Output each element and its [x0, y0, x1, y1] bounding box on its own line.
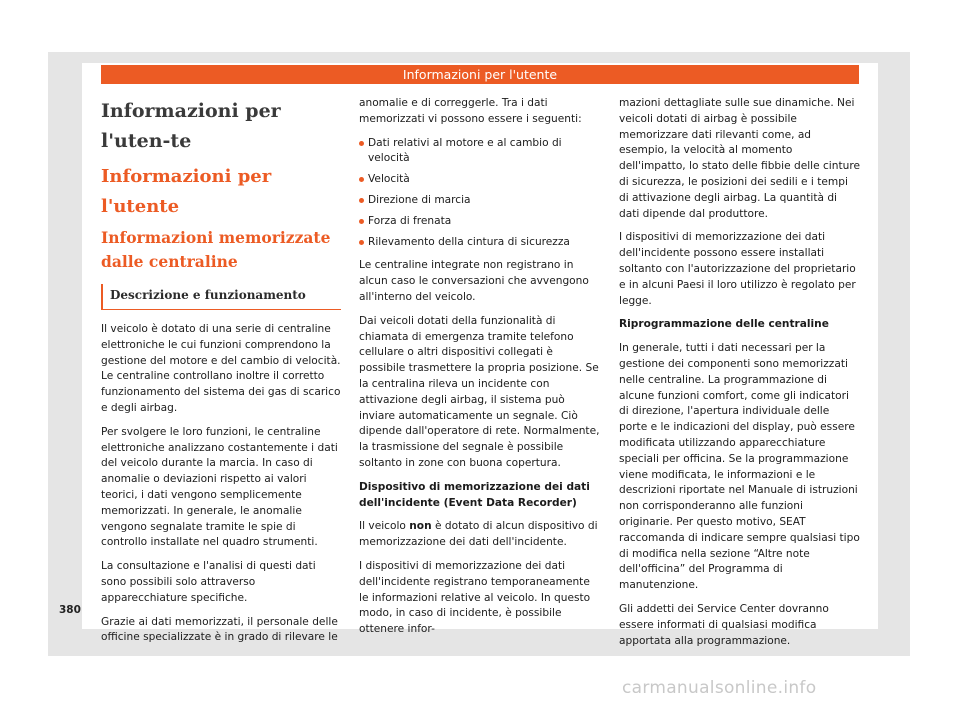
- paragraph: Il veicolo è dotato di una serie di centraline elettroniche le cui funzioni comprendono la gestione del motore e del cambio di velocità. Le centraline controllano inoltre il corretto funzionamento del sistema dei gas di scarico e degli airbag.: [101, 323, 341, 414]
- list-item: Velocità: [359, 172, 601, 188]
- bullet-icon: [359, 219, 364, 224]
- paragraph: Le centraline integrate non registrano in alcun caso le conversazioni che avvengono all'interno del veicolo.: [359, 259, 589, 303]
- bullet-icon: [359, 240, 364, 245]
- bullet-icon: [359, 177, 364, 182]
- chapter-title: Informazioni per l'uten-te: [101, 100, 281, 152]
- list-item: Forza di frenata: [359, 214, 601, 230]
- watermark: carmanualsonline.info: [622, 678, 817, 698]
- paragraph: I dispositivi di memorizzazione dei dati dell'incidente registrano temporaneamente le informazioni relative al veicolo. In questo modo, in caso di incidente, è possibile ottenere infor-: [359, 559, 591, 636]
- topic-heading: Descrizione e funzionamento: [101, 284, 341, 310]
- paragraph: Il veicolo non è dotato di alcun dispositivo di memorizzazione dei dati dell'incidente.: [359, 520, 598, 549]
- data-list: [359, 136, 601, 251]
- paragraph: La consultazione e l'analisi di questi dati sono possibili solo attraverso apparecchiature specifiche.: [101, 560, 316, 604]
- paragraph: Per svolgere le loro funzioni, le centraline elettroniche analizzano costantemente i dati del veicolo durante la marcia. In caso di anomalie o deviazioni rispetto ai valori teorici, i dati vengono semplicemente memorizzati. In generale, le anomalie vengono segnalate tramite le spie di controllo installate nel quadro strumenti.: [101, 425, 338, 549]
- list-item: Direzione di marcia: [359, 193, 601, 209]
- emphasis: non: [409, 520, 432, 533]
- paragraph: Dai veicoli dotati della funzionalità di chiamata di emergenza tramite telefono cellulare o altri dispositivi collegati è possibile trasmettere la propria posizione. Se la centralina rileva un incidente con attivazione degli airbag, il sistema può inviare automaticamente un segnale. Ciò dipende dall'operatore di rete. Normalmente, la trasmissione del segnale è possibile soltanto in zone con buona copertura.: [359, 314, 600, 469]
- column-2: [359, 96, 601, 646]
- section-header-bar: Informazioni per l'utente: [101, 65, 859, 84]
- bullet-icon: [359, 198, 364, 203]
- subheading: Dispositivo di memorizzazione dei dati dell'incidente (Event Data Recorder): [359, 480, 590, 509]
- paragraph: Gli addetti dei Service Center dovranno essere informati di qualsiasi modifica apportata alla programmazione.: [619, 602, 829, 647]
- paragraph: Grazie ai dati memorizzati, il personale delle officine specializzate è in grado di rilevare le: [101, 615, 338, 644]
- subheading: Riprogrammazione delle centraline: [619, 318, 829, 331]
- subsection-title: Informazioni memorizzate dalle centraline: [101, 228, 331, 271]
- column-3: [619, 96, 860, 657]
- paragraph: I dispositivi di memorizzazione dei dati dell'incidente possono essere installati soltanto con l'autorizzazione del proprietario e in alcuni Paesi il loro utilizzo è regolato per legge.: [619, 231, 856, 307]
- column-1: [101, 96, 341, 654]
- page-number: 380: [59, 604, 81, 616]
- paragraph: mazioni dettagliate sulle sue dinamiche. Nei veicoli dotati di airbag è possibile memorizzare dati rilevanti come, ad esempio, la velocità al momento dell'impatto, lo stato delle fibbie delle cinture di sicurezza, le posizioni dei sedili e i tempi di attivazione degli airbag. La quantità di dati dipende dal produttore.: [619, 97, 860, 220]
- bullet-icon: [359, 141, 364, 146]
- section-title: Informazioni per l'utente: [101, 166, 272, 217]
- paragraph: In generale, tutti i dati necessari per la gestione dei componenti sono memorizzati nelle centraline. La programmazione di alcune funzioni comfort, come gli indicatori di direzione, l'apertura individuale delle porte e le indicazioni del display, può essere modificata utilizzando apparecchiature speciali per officina. Se la programmazione viene modificata, le informazioni e le descrizioni riportate nel Manuale di istruzioni non corrisponderanno alle funzioni originarie. Per questo motivo, SEAT raccomanda di indicare sempre qualsiasi tipo di modifica nella sezione “Altre note dell'officina” del Programma di manutenzione.: [619, 342, 860, 592]
- paragraph: anomalie e di correggerle. Tra i dati memorizzati vi possono essere i seguenti:: [359, 97, 582, 125]
- list-item: Rilevamento della cintura di sicurezza: [359, 235, 601, 251]
- list-item: Dati relativi al motore e al cambio di velocità: [359, 136, 601, 168]
